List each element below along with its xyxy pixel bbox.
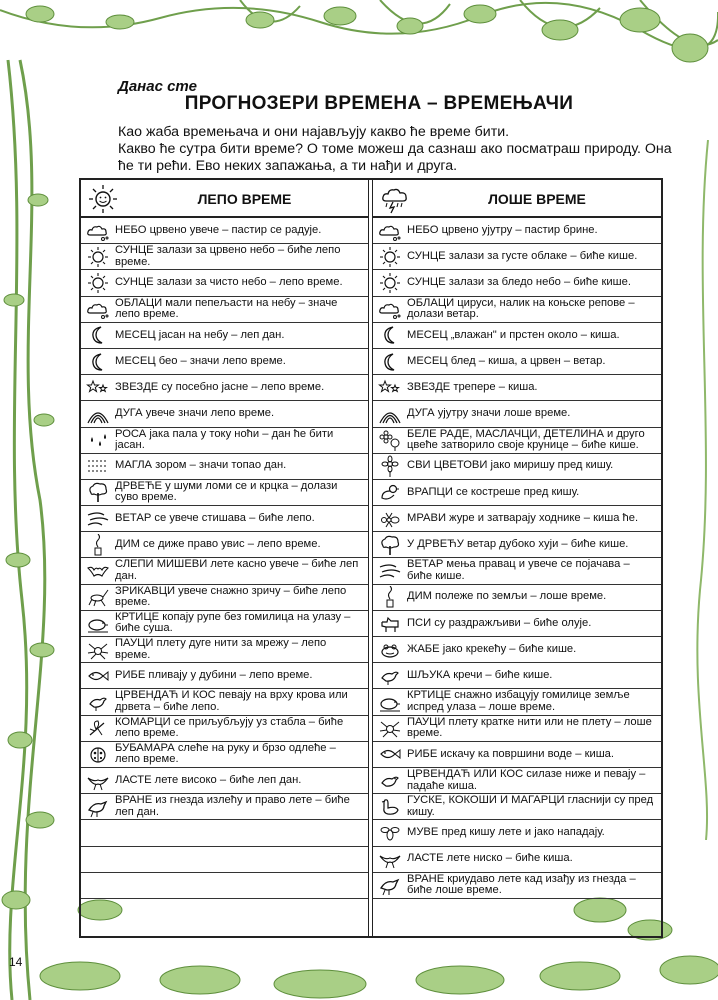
table-row xyxy=(81,768,368,794)
table-row xyxy=(373,480,661,506)
fish-icon xyxy=(81,664,115,688)
row-text: КРТИЦЕ копају рупе без гомилица на улазу – биће суша. xyxy=(115,611,351,635)
dog-icon xyxy=(373,611,407,635)
table-row xyxy=(81,454,368,480)
rainbow-icon xyxy=(81,402,115,426)
table-row xyxy=(373,401,661,427)
spider-icon xyxy=(373,716,407,740)
weather-signs-table xyxy=(79,178,663,938)
lesson-subtitle: Данас сте xyxy=(118,78,197,95)
row-text: ОБЛАЦИ мали пепељасти на небу – значе лепо време. xyxy=(115,297,338,321)
smoke-icon xyxy=(81,533,115,557)
row-text: ВРАНЕ из гнезда излећу и право лете – биће леп дан. xyxy=(115,795,350,818)
page-number: 14 xyxy=(9,955,23,969)
bat-icon xyxy=(81,559,115,583)
row-text: МЕСЕЦ јасан на небу – леп дан. xyxy=(115,329,285,341)
bad-weather-column xyxy=(373,180,661,936)
table-row xyxy=(373,349,661,375)
wind-icon xyxy=(81,507,115,531)
row-text: МЕСЕЦ бео – значи лепо време. xyxy=(115,355,286,367)
bird-icon xyxy=(81,690,115,714)
table-row xyxy=(81,611,368,637)
row-text: ДИМ се диже право увис – лепо време. xyxy=(115,539,321,551)
row-text: У ДРВЕЋУ ветар дубоко хуји – биће кише. xyxy=(407,539,629,551)
row-text: ЛАСТЕ лете високо – биће леп дан. xyxy=(115,774,302,786)
empty-icon-cell xyxy=(81,847,115,871)
table-row xyxy=(81,794,368,820)
vine-border-left xyxy=(0,0,62,1000)
row-text: РОСА јака пала у току ноћи – дан ће бити јасан. xyxy=(115,428,334,452)
row-text: ЦРВЕНДАЋ И КОС певају на врху крова или дрвета – биће лепо. xyxy=(115,690,348,713)
good-weather-column xyxy=(81,180,368,936)
fog-icon xyxy=(81,454,115,478)
table-row xyxy=(373,663,661,689)
row-text: БУБАМАРА слеће на руку и брзо одлеће – лепо време. xyxy=(115,742,336,766)
rainbow-icon xyxy=(373,402,407,426)
dew-icon xyxy=(81,428,115,452)
moon-icon xyxy=(373,323,407,347)
table-row xyxy=(373,428,661,454)
vine-border-right xyxy=(688,140,718,840)
tree-icon xyxy=(81,480,115,504)
fly-icon xyxy=(373,821,407,845)
table-row xyxy=(373,611,661,637)
row-text: СВИ ЦВЕТОВИ јако миришу пред кишу. xyxy=(407,460,614,472)
intro-line: Као жаба времењача и они најављују какво ће време бити. xyxy=(118,124,510,140)
cloud-icon xyxy=(373,297,407,321)
moon-icon xyxy=(81,350,115,374)
smoke-icon xyxy=(373,585,407,609)
row-text: ЗВЕЗДЕ трепере – киша. xyxy=(407,381,538,393)
table-row xyxy=(81,585,368,611)
row-text: ЗВЕЗДЕ су посебно јасне – лепо време. xyxy=(115,381,325,393)
ladybug-icon xyxy=(81,742,115,766)
swallow-icon xyxy=(81,769,115,793)
table-row xyxy=(373,323,661,349)
table-row xyxy=(373,558,661,584)
page-title: ПРОГНОЗЕРИ ВРЕМЕНА – ВРЕМЕЊАЧИ xyxy=(184,93,574,114)
row-text: ЗРИКАВЦИ увече снажно зричу – биће лепо време. xyxy=(115,585,347,609)
table-row xyxy=(81,532,368,558)
sun-icon xyxy=(81,245,115,269)
crow-icon xyxy=(81,795,115,819)
table-row xyxy=(373,297,661,323)
row-text: КОМАРЦИ се приљубљују уз стабла – биће лепо време. xyxy=(115,716,344,740)
table-row xyxy=(81,375,368,401)
row-text: МЕСЕЦ блед – киша, а црвен – ветар. xyxy=(407,355,606,367)
swallow-icon xyxy=(373,847,407,871)
row-text: СУНЦЕ залази за црвено небо – биће лепо време. xyxy=(115,245,341,268)
row-text: МРАВИ журе и затварају ходнике – киша ће. xyxy=(407,512,639,524)
goose-icon xyxy=(373,795,407,819)
bad-weather-header xyxy=(373,180,661,218)
table-row xyxy=(373,532,661,558)
table-row xyxy=(81,270,368,296)
mole-icon xyxy=(373,690,407,714)
table-row xyxy=(373,218,661,244)
row-text: НЕБО црвено увече – пастир се радује. xyxy=(115,224,322,236)
table-row xyxy=(373,794,661,820)
row-text: МЕСЕЦ „влажан" и прстен около – киша. xyxy=(407,329,620,341)
row-text: ПСИ су раздражљиви – биће олује. xyxy=(407,617,592,629)
intro-line: Какво ће сутра бити време? О томе можеш да сазнаш ако посматраш природу. Она xyxy=(118,141,672,157)
row-text: РИБЕ искачу ка површини воде – киша. xyxy=(407,748,615,760)
row-text: ДИМ полеже по земљи – лоше време. xyxy=(407,591,607,603)
fish-icon xyxy=(373,742,407,766)
spider-icon xyxy=(81,638,115,662)
row-text: ДУГА ујутру значи лоше време. xyxy=(407,408,571,420)
good-weather-header-label: ЛЕПО ВРЕМЕ xyxy=(197,191,292,207)
row-text: ОБЛАЦИ цируси, налик на коњске репове – долази ветар. xyxy=(407,297,635,321)
table-row xyxy=(81,847,368,873)
row-text: КРТИЦЕ снажно избацују гомилице земље испред улаза – лоше време. xyxy=(407,690,630,713)
cloud-icon xyxy=(373,219,407,243)
table-row xyxy=(373,506,661,532)
row-text: МУВЕ пред кишу лете и јако нападају. xyxy=(407,827,605,839)
sun-face-icon xyxy=(87,183,119,215)
table-row xyxy=(373,716,661,742)
row-text: ЦРВЕНДАЋ ИЛИ КОС силазе ниже и певају – падаће киша. xyxy=(407,768,646,792)
table-row xyxy=(81,506,368,532)
table-row xyxy=(373,637,661,663)
flower-icon xyxy=(373,454,407,478)
row-text: ПАУЦИ плету дуге нити за мрежу – лепо време. xyxy=(115,638,327,661)
crow-icon xyxy=(373,873,407,897)
foliage-border-top xyxy=(0,0,718,70)
bad-weather-header-label: ЛОШЕ ВРЕМЕ xyxy=(488,191,586,207)
row-text: ЖАБЕ јако крекећу – биће кише. xyxy=(407,643,577,655)
table-row xyxy=(373,873,661,899)
tree-icon xyxy=(373,533,407,557)
table-row xyxy=(373,742,661,768)
table-row xyxy=(373,585,661,611)
sparrow-icon xyxy=(373,480,407,504)
row-text: ГУСКЕ, КОКОШИ И МАГАРЦИ гласнији су пред кишу. xyxy=(407,795,654,818)
table-row xyxy=(81,297,368,323)
table-row xyxy=(373,270,661,296)
table-row xyxy=(373,689,661,715)
table-row xyxy=(81,218,368,244)
row-text: ВЕТАР се увече стишава – биће лепо. xyxy=(115,512,315,524)
table-row xyxy=(81,428,368,454)
good-weather-rows xyxy=(81,218,368,899)
cricket-icon xyxy=(81,585,115,609)
table-row xyxy=(81,558,368,584)
table-row xyxy=(81,716,368,742)
table-row xyxy=(81,742,368,768)
robin-icon xyxy=(373,769,407,793)
row-text: МАГЛА зором – значи топао дан. xyxy=(115,460,287,472)
table-row xyxy=(373,375,661,401)
bird-icon xyxy=(373,664,407,688)
table-row xyxy=(81,873,368,899)
table-row xyxy=(81,663,368,689)
mole-icon xyxy=(81,611,115,635)
table-row xyxy=(81,637,368,663)
table-row xyxy=(81,689,368,715)
row-text: СУНЦЕ залази за чисто небо – лепо време. xyxy=(115,277,343,289)
row-text: СЛЕПИ МИШЕВИ лете касно увече – биће леп дан. xyxy=(115,559,359,583)
table-row xyxy=(81,244,368,270)
table-row xyxy=(373,768,661,794)
table-row xyxy=(81,480,368,506)
table-row xyxy=(373,820,661,846)
moon-icon xyxy=(81,323,115,347)
row-text: СУНЦЕ залази за густе облаке – биће кише. xyxy=(407,250,638,262)
table-row xyxy=(81,349,368,375)
row-text: ДРВЕЋЕ у шуми ломи се и крцка – долази суво време. xyxy=(115,480,338,504)
intro-text xyxy=(118,124,698,175)
frog-icon xyxy=(373,638,407,662)
row-text: РИБЕ пливају у дубини – лепо време. xyxy=(115,669,313,681)
table-row xyxy=(81,401,368,427)
row-text: НЕБО црвено ујутру – пастир брине. xyxy=(407,224,598,236)
wind-icon xyxy=(373,559,407,583)
row-text: ВЕТАР мења правац и увече се појачава – биће кише. xyxy=(407,559,630,583)
table-row xyxy=(373,847,661,873)
bad-weather-rows xyxy=(373,218,661,899)
cloud-icon xyxy=(81,297,115,321)
row-text: БЕЛЕ РАДЕ, МАСЛАЧЦИ, ДЕТЕЛИНА и друго цвеће затворило своје крунице – биће кише. xyxy=(407,428,645,452)
good-weather-header xyxy=(81,180,368,218)
row-text: ЛАСТЕ лете ниско – биће киша. xyxy=(407,853,573,865)
table-row xyxy=(373,454,661,480)
ant-icon xyxy=(373,507,407,531)
row-text: ВРАНЕ криудаво лете кад изађу из гнезда – биће лоше време. xyxy=(407,873,636,897)
storm-cloud-icon xyxy=(379,183,411,215)
table-row xyxy=(81,820,368,846)
table-row xyxy=(373,244,661,270)
moon-icon xyxy=(373,350,407,374)
sun-icon xyxy=(373,245,407,269)
row-text: ПАУЦИ плету кратке нити или не плету – лоше време. xyxy=(407,716,652,740)
sun-icon xyxy=(373,271,407,295)
intro-line: ће ти рећи. Ево неких запажања, а ти нађи и друга. xyxy=(118,158,458,174)
flowers-icon xyxy=(373,428,407,452)
row-text: ДУГА увече значи лепо време. xyxy=(115,408,275,420)
empty-icon-cell xyxy=(81,873,115,897)
row-text: ВРАПЦИ се кострешe пред кишу. xyxy=(407,486,580,498)
empty-icon-cell xyxy=(81,821,115,845)
cloud-icon xyxy=(81,219,115,243)
sun-icon xyxy=(81,271,115,295)
table-row xyxy=(81,323,368,349)
row-text: ШЉУКА кречи – биће кише. xyxy=(407,669,553,681)
mosquito-icon xyxy=(81,716,115,740)
row-text: СУНЦЕ залази за бледо небо – биће кише. xyxy=(407,277,631,289)
stars-icon xyxy=(81,376,115,400)
stars-icon xyxy=(373,376,407,400)
